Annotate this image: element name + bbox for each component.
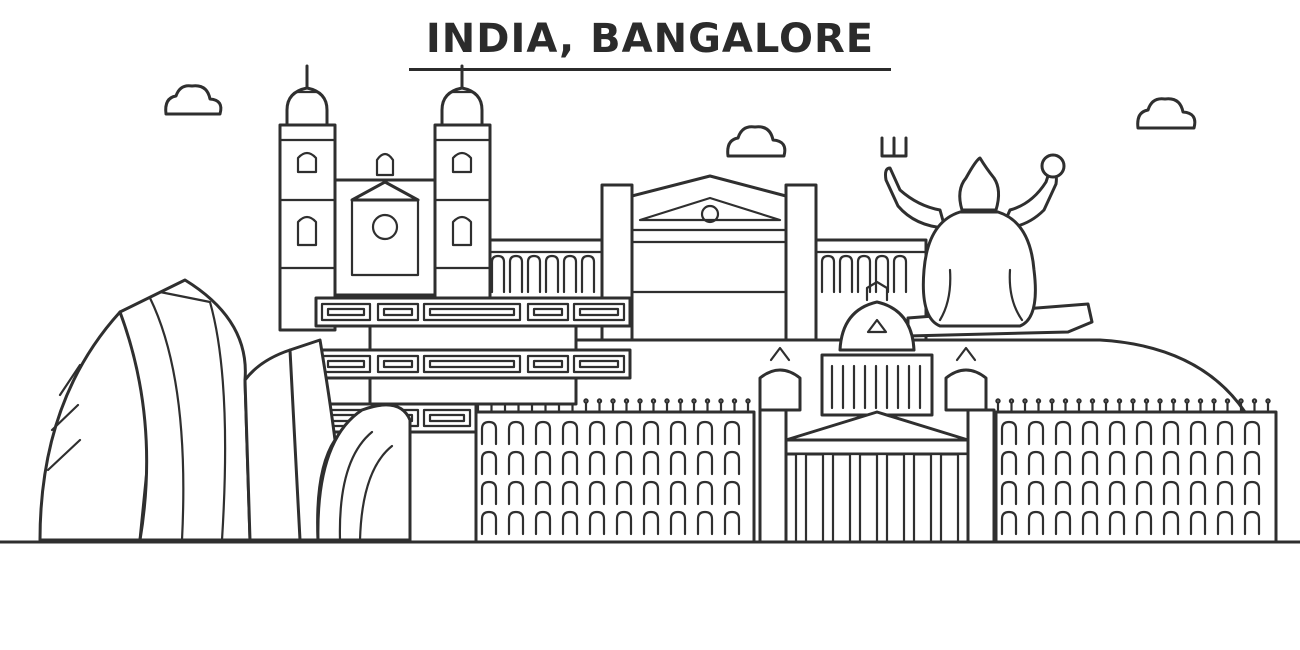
left-arcade (476, 399, 754, 542)
cloud-left-icon (166, 86, 221, 114)
large-dome-backdrop (880, 340, 1245, 412)
cloud-center-icon (728, 127, 785, 156)
right-arcade (996, 399, 1276, 542)
page-title: INDIA, BANGALORE (409, 12, 891, 71)
cathedral (280, 66, 490, 330)
cloud-right-icon (1138, 99, 1195, 128)
